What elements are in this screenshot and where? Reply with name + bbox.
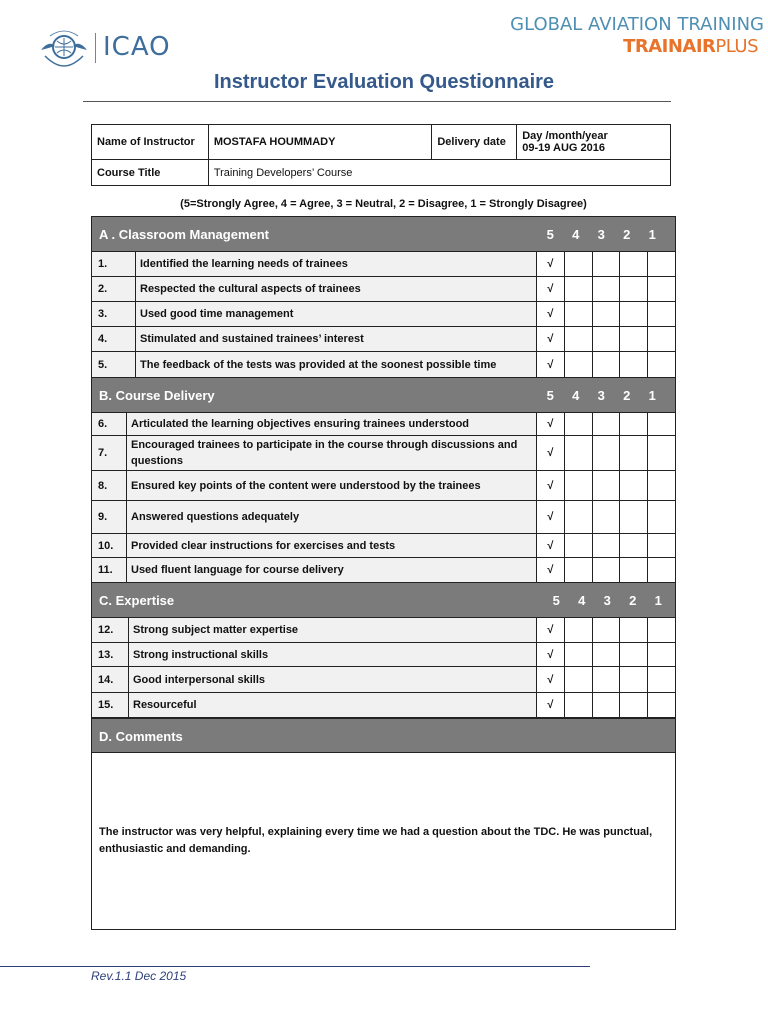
- rating-cell-5[interactable]: √: [536, 302, 564, 326]
- rating-cell-4[interactable]: [564, 471, 592, 500]
- rating-cell-4[interactable]: [564, 667, 592, 692]
- question-text: Strong instructional skills: [128, 643, 536, 666]
- rating-cell-2[interactable]: [619, 471, 647, 500]
- section-title: C. Expertise: [99, 593, 175, 608]
- revision-label: Rev.1.1 Dec 2015: [91, 969, 187, 983]
- rating-cell-3[interactable]: [592, 501, 620, 533]
- questionnaire-table: [91, 216, 676, 930]
- question-number: 8.: [98, 479, 108, 492]
- rating-cells: [536, 302, 675, 326]
- rating-cell-1[interactable]: [647, 501, 675, 533]
- rating-cell-1[interactable]: [647, 643, 675, 666]
- rating-header-3: 3: [597, 388, 605, 403]
- rating-cell-4[interactable]: [564, 534, 592, 557]
- comment-text: The instructor was very helpful, explaining every time we had a question about the TDC. He was punctual, enthusiastic and demanding.: [99, 826, 653, 855]
- rating-cells: [536, 436, 675, 470]
- rating-cell-2[interactable]: [619, 693, 647, 717]
- document-title: Instructor Evaluation Questionnaire: [213, 71, 555, 93]
- rating-cell-5[interactable]: √: [536, 327, 564, 351]
- rating-cell-3[interactable]: [592, 471, 620, 500]
- question-number: 5.: [98, 358, 108, 371]
- rating-cell-5[interactable]: √: [536, 436, 564, 470]
- rating-cell-2[interactable]: [619, 534, 647, 557]
- rating-cell-4[interactable]: [564, 413, 592, 435]
- rating-cells: [536, 558, 675, 582]
- section-title: D. Comments: [99, 729, 183, 744]
- rating-cell-3[interactable]: [592, 302, 620, 326]
- section-header-c: [92, 583, 675, 618]
- question-number: 7.: [98, 447, 108, 459]
- rating-cell-3[interactable]: [592, 413, 620, 435]
- rating-cell-2[interactable]: [619, 277, 647, 301]
- rating-cell-4[interactable]: [564, 558, 592, 582]
- rating-cell-1[interactable]: [647, 302, 675, 326]
- question-row: [92, 471, 675, 501]
- rating-cell-5[interactable]: √: [536, 667, 564, 692]
- question-number: 2.: [98, 283, 108, 295]
- rating-cell-2[interactable]: [619, 667, 647, 692]
- section-title: B. Course Delivery: [99, 388, 215, 403]
- rating-cell-4[interactable]: [564, 693, 592, 717]
- question-text: Provided clear instructions for exercises and tests: [126, 534, 536, 557]
- rating-cell-3[interactable]: [592, 327, 620, 351]
- rating-header-1: 1: [654, 593, 662, 608]
- rating-header-4: 4: [578, 593, 586, 608]
- brand-part-1: TRAINAIR: [623, 36, 716, 57]
- section-header-d: [92, 718, 675, 753]
- rating-cell-2[interactable]: [619, 436, 647, 470]
- rating-cell-5[interactable]: √: [536, 558, 564, 582]
- rating-cell-1[interactable]: [647, 534, 675, 557]
- rating-cell-1[interactable]: [647, 413, 675, 435]
- rating-scale-legend: (5=Strongly Agree, 4 = Agree, 3 = Neutral, 2 = Disagree, 1 = Strongly Disagree): [180, 198, 587, 210]
- date-format: Day /month/year: [522, 130, 608, 142]
- rating-header-5: 5: [546, 227, 554, 242]
- question-text: Stimulated and sustained trainees’ interest: [135, 327, 536, 351]
- rating-cells: [536, 534, 675, 557]
- question-row: [92, 558, 675, 583]
- question-row: [92, 277, 675, 302]
- rating-headers: [538, 217, 666, 252]
- rating-header-4: 4: [572, 388, 580, 403]
- rating-cell-5[interactable]: √: [536, 352, 564, 377]
- question-text: The feedback of the tests was provided at the soonest possible time: [135, 352, 536, 377]
- instructor-label: Name of Instructor: [92, 125, 209, 160]
- title-divider: [83, 101, 671, 102]
- question-row: [92, 667, 675, 693]
- rating-cells: [536, 277, 675, 301]
- course-info-table: [91, 124, 671, 186]
- rating-cells: [536, 643, 675, 666]
- delivery-date-label: Delivery date: [432, 125, 517, 160]
- rating-cell-1[interactable]: [647, 277, 675, 301]
- rating-cell-1[interactable]: [647, 252, 675, 276]
- question-row: [92, 643, 675, 667]
- question-number: 13.: [98, 648, 114, 661]
- rating-cell-5[interactable]: √: [536, 501, 564, 533]
- question-number: 14.: [98, 673, 114, 686]
- icao-wordmark: ICAO: [103, 32, 171, 62]
- rating-cell-5[interactable]: √: [536, 277, 564, 301]
- rating-cell-2[interactable]: [619, 302, 647, 326]
- rating-cell-5[interactable]: √: [536, 693, 564, 717]
- question-text: Identified the learning needs of trainees: [135, 252, 536, 276]
- rating-cells: [536, 471, 675, 500]
- rating-cell-4[interactable]: [564, 252, 592, 276]
- question-number: 1.: [98, 258, 108, 270]
- rating-cell-4[interactable]: [564, 352, 592, 377]
- brand-part-2: PLUS: [715, 36, 758, 57]
- rating-cell-3[interactable]: [592, 352, 620, 377]
- section-title: A . Classroom Management: [99, 227, 270, 242]
- rating-cell-4[interactable]: [564, 618, 592, 642]
- rating-header-5: 5: [552, 593, 560, 608]
- rating-cell-4[interactable]: [564, 302, 592, 326]
- rating-cell-3[interactable]: [592, 618, 620, 642]
- course-title-value: Training Developers’ Course: [208, 160, 670, 186]
- rating-cell-1[interactable]: [647, 667, 675, 692]
- question-text: Articulated the learning objectives ensuring trainees understood: [126, 413, 536, 435]
- question-number: 9.: [98, 511, 108, 523]
- rating-cell-2[interactable]: [619, 252, 647, 276]
- rating-cell-3[interactable]: [592, 534, 620, 557]
- rating-cell-5[interactable]: √: [536, 618, 564, 642]
- question-text: Good interpersonal skills: [128, 667, 536, 692]
- footer-divider: [0, 966, 590, 967]
- question-text: Encouraged trainees to participate in the course through discussions and questions: [126, 436, 536, 470]
- comments-box[interactable]: [92, 753, 675, 929]
- rating-cell-5[interactable]: √: [536, 643, 564, 666]
- logo-divider: [95, 33, 96, 63]
- section-header-a: [92, 217, 675, 252]
- rating-cell-2[interactable]: [619, 413, 647, 435]
- rating-cell-4[interactable]: [564, 327, 592, 351]
- instructor-value: MOSTAFA HOUMMADY: [208, 125, 432, 160]
- rating-cell-1[interactable]: [647, 693, 675, 717]
- rating-cell-5[interactable]: √: [536, 534, 564, 557]
- rating-headers: [544, 583, 672, 618]
- rating-cells: [536, 693, 675, 717]
- question-row: [92, 618, 675, 643]
- question-number: 11.: [98, 564, 113, 576]
- question-text: Used fluent language for course delivery: [126, 558, 536, 582]
- question-row: [92, 693, 675, 718]
- question-row: [92, 413, 675, 436]
- course-title-label: Course Title: [92, 160, 209, 186]
- rating-cell-3[interactable]: [592, 277, 620, 301]
- rating-cell-4[interactable]: [564, 277, 592, 301]
- question-number: 15.: [98, 699, 114, 711]
- rating-cells: [536, 327, 675, 351]
- rating-cells: [536, 501, 675, 533]
- rating-cells: [536, 352, 675, 377]
- rating-cell-1[interactable]: [647, 352, 675, 377]
- rating-header-2: 2: [629, 593, 637, 608]
- rating-cell-2[interactable]: [619, 501, 647, 533]
- rating-cell-3[interactable]: [592, 643, 620, 666]
- question-row: [92, 252, 675, 277]
- rating-cell-2[interactable]: [619, 558, 647, 582]
- rating-cell-2[interactable]: [619, 327, 647, 351]
- question-number: 4.: [98, 333, 108, 345]
- date-value: 09-19 AUG 2016: [522, 142, 605, 154]
- rating-header-3: 3: [603, 593, 611, 608]
- question-text: Respected the cultural aspects of trainees: [135, 277, 536, 301]
- rating-cell-5[interactable]: √: [536, 413, 564, 435]
- question-text: Ensured key points of the content were understood by the trainees: [126, 471, 536, 500]
- rating-cell-3[interactable]: [592, 252, 620, 276]
- question-text: Strong subject matter expertise: [128, 618, 536, 642]
- rating-cell-5[interactable]: √: [536, 252, 564, 276]
- rating-header-2: 2: [623, 227, 631, 242]
- rating-cell-1[interactable]: [647, 618, 675, 642]
- question-row: [92, 534, 675, 558]
- question-text: Resourceful: [128, 693, 536, 717]
- question-text: Answered questions adequately: [126, 501, 536, 533]
- rating-cell-4[interactable]: [564, 501, 592, 533]
- question-row: [92, 352, 675, 378]
- trainair-plus-logo: [623, 36, 758, 58]
- rating-header-1: 1: [648, 227, 656, 242]
- delivery-date-cell: [517, 125, 671, 160]
- rating-header-2: 2: [623, 388, 631, 403]
- rating-cell-2[interactable]: [619, 352, 647, 377]
- rating-cell-5[interactable]: √: [536, 471, 564, 500]
- question-number: 12.: [98, 624, 114, 636]
- question-row: [92, 302, 675, 327]
- rating-cell-1[interactable]: [647, 436, 675, 470]
- rating-headers: [538, 378, 666, 413]
- section-header-b: [92, 378, 675, 413]
- rating-cell-2[interactable]: [619, 618, 647, 642]
- rating-cell-1[interactable]: [647, 327, 675, 351]
- rating-cell-3[interactable]: [592, 436, 620, 470]
- question-text: Used good time management: [135, 302, 536, 326]
- icao-emblem-icon: [37, 28, 91, 70]
- program-title: GLOBAL AVIATION TRAINING: [510, 14, 764, 35]
- rating-cells: [536, 413, 675, 435]
- question-number: 10.: [98, 539, 114, 552]
- rating-cell-4[interactable]: [564, 643, 592, 666]
- rating-cell-3[interactable]: [592, 667, 620, 692]
- rating-header-1: 1: [648, 388, 656, 403]
- rating-cells: [536, 618, 675, 642]
- rating-cells: [536, 667, 675, 692]
- question-number: 6.: [98, 418, 108, 430]
- rating-cells: [536, 252, 675, 276]
- rating-cell-4[interactable]: [564, 436, 592, 470]
- rating-cell-2[interactable]: [619, 643, 647, 666]
- rating-header-4: 4: [572, 227, 580, 242]
- rating-header-5: 5: [546, 388, 554, 403]
- question-number: 3.: [98, 308, 108, 320]
- rating-cell-3[interactable]: [592, 558, 620, 582]
- question-row: [92, 327, 675, 352]
- rating-cell-3[interactable]: [592, 693, 620, 717]
- question-row: [92, 436, 675, 471]
- page-header: [0, 0, 768, 75]
- question-row: [92, 501, 675, 534]
- rating-cell-1[interactable]: [647, 558, 675, 582]
- rating-cell-1[interactable]: [647, 471, 675, 500]
- rating-header-3: 3: [597, 227, 605, 242]
